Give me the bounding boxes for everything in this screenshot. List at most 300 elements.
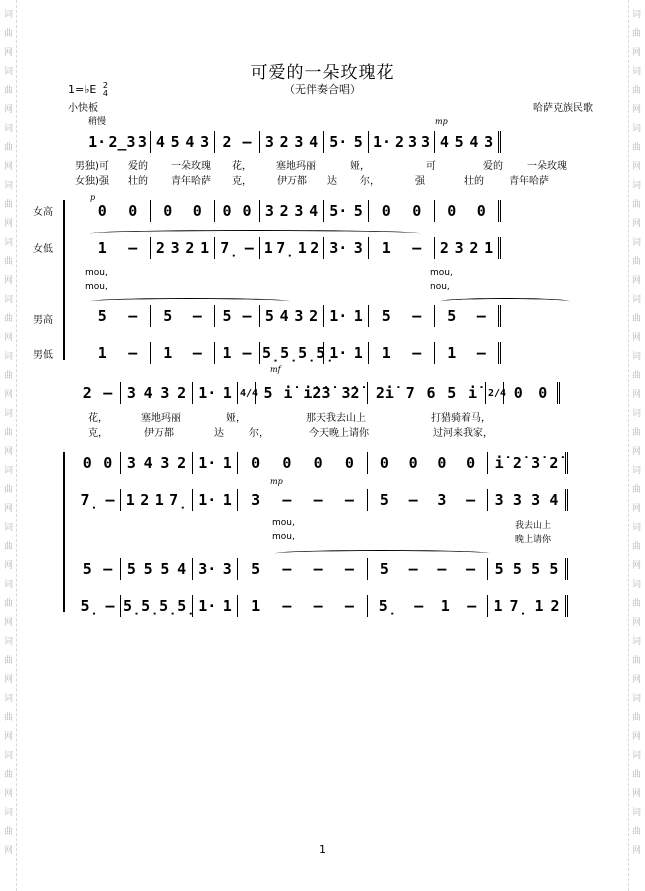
s1-bass-row [85,342,501,364]
lyric-word: 爱的 [128,161,148,172]
note: 5 [494,560,504,578]
song-subtitle: （无伴奏合唱） [284,83,361,96]
tempo-marking: 小快板 [68,103,98,114]
measure [256,382,368,404]
measure [151,342,215,364]
note: 3 [531,491,541,509]
note: 0 [538,384,548,402]
measure [369,342,435,364]
note: 1 [222,491,232,509]
watermark-char: 网 [631,333,641,343]
note: 7 [405,384,415,402]
watermark-char: 曲 [3,314,13,324]
note: 5 [447,307,457,325]
watermark-char: 网 [631,162,641,172]
note: 5̣ [298,344,317,362]
note: – [414,597,424,615]
measure [85,305,151,327]
watermark-char: 网 [3,219,13,229]
watermark-char: 词 [3,694,13,704]
watermark-char: 网 [3,105,13,115]
watermark-char: 曲 [3,827,13,837]
note: 2 [550,597,560,615]
note: – [466,560,476,578]
s1-tenor-row [85,305,501,327]
dynamic-mp: mp [435,117,448,126]
note: 4 [469,133,479,151]
measure [435,342,501,364]
watermark-char: 曲 [631,485,641,495]
note: 5 [379,491,389,509]
note: 5̣ [141,597,160,615]
s2-alto-row [75,489,568,511]
measure [85,342,151,364]
note: 5 [353,133,363,151]
note: 7̣ [220,239,239,257]
measure [435,131,501,153]
measure [238,452,368,474]
measure [121,452,193,474]
note: 0 [82,454,92,472]
lyric-word: 花， [88,413,108,424]
note: – [437,560,447,578]
lyric-word: 花， [232,161,252,172]
measure [75,382,121,404]
lyric-word: 过河来我家， [433,428,493,439]
s2-soprano-row [75,452,568,474]
watermark-char: 网 [3,390,13,400]
s2-syllable-1: mou, [272,518,295,528]
measure [488,558,568,580]
watermark-char: 词 [3,637,13,647]
note: – [282,597,292,615]
note: 5· [329,202,348,220]
note: 3 [484,133,494,151]
watermark-char: 网 [3,333,13,343]
note: 2 [140,491,150,509]
note: – [242,133,252,151]
note: 0 [282,454,292,472]
watermark-char: 网 [631,48,641,58]
note: 5̣ [262,344,281,362]
watermark-char: 词 [3,751,13,761]
watermark-char: 词 [631,124,641,134]
note: 1· [88,133,107,151]
note: 1· [372,133,392,151]
measure [369,200,435,222]
measure [215,237,260,259]
note: 1 [154,491,164,509]
note: 7̣ [509,597,528,615]
lyric-word: 壮的 [128,176,148,187]
watermark-char: 词 [631,808,641,818]
lyric-word: 强 [415,176,425,187]
s2-lyrics-female [75,424,525,439]
watermark-char: 网 [631,447,641,457]
measure [85,131,151,153]
note: 3̇ [531,454,541,472]
note: 5 [512,560,522,578]
watermark-char: 词 [631,295,641,305]
note: 2 [185,239,195,257]
note: 3 [494,491,504,509]
note: 2 [177,384,187,402]
composer-credit: 哈萨克族民歌 [533,103,593,114]
note: – [313,560,323,578]
note: 0 [476,202,486,220]
measure [369,237,435,259]
watermark-char: 曲 [3,86,13,96]
note: 1 [484,239,494,257]
label-alto: 女低 [33,244,53,255]
watermark-char: 网 [631,618,641,628]
watermark-char: 曲 [3,371,13,381]
measure [369,131,435,153]
lyric-word: 塞地玛丽 [276,161,316,172]
note: – [242,344,252,362]
lyric-word: 塞地玛丽 [141,413,181,424]
measure [488,452,568,474]
lyric-word: 尔， [249,428,269,439]
watermark-left [1,0,17,891]
note: 0 [313,454,323,472]
note: 0 [513,384,523,402]
watermark-char: 曲 [631,200,641,210]
measure [369,305,435,327]
measure [75,452,121,474]
note: i̇2̇3̇ [303,384,331,402]
watermark-char: 曲 [631,314,641,324]
s1-syllable-4: nou, [430,282,450,292]
note: 0 [163,202,173,220]
note: – [128,344,138,362]
s2-melody-row [75,382,560,404]
dynamic-p: p [90,193,96,202]
note: – [105,491,115,509]
watermark-char: 词 [631,352,641,362]
lyric-word: 娅， [226,413,246,424]
note: 1 [263,239,273,257]
note: 0 [251,454,261,472]
note: 0 [222,202,232,220]
note: 2 [82,384,92,402]
measure [121,489,193,511]
note: – [192,344,202,362]
measure [121,382,193,404]
watermark-char: 网 [631,732,641,742]
note: 5 [549,560,559,578]
s1-alto-row [85,237,501,259]
time-sig-top: 2 [102,81,108,90]
watermark-char: 词 [3,352,13,362]
watermark-char: 网 [3,162,13,172]
note: 1· [198,491,217,509]
watermark-char: 曲 [631,599,641,609]
note: 0 [192,202,202,220]
watermark-char: 曲 [3,257,13,267]
note: – [408,491,418,509]
dynamic-mf: mf [270,365,281,374]
s1-melody-row [85,131,501,153]
note: 5 [531,560,541,578]
watermark-char: 曲 [631,770,641,780]
watermark-char: 网 [631,846,641,856]
watermark-char: 网 [631,561,641,571]
note: 3 [126,384,136,402]
watermark-char: 曲 [3,200,13,210]
note: 5̣ [378,597,397,615]
measure [368,558,488,580]
note: 2 [310,239,320,257]
note: 5 [222,307,232,325]
note: 1 [97,239,107,257]
note: 2/4 [488,387,507,399]
note: 3 [294,307,304,325]
watermark-char: 曲 [631,656,641,666]
note: 3 [407,133,417,151]
s2-bass-row [75,595,568,617]
note: 3 [294,133,304,151]
note: 2 [155,239,165,257]
watermark-char: 曲 [3,29,13,39]
watermark-char: 词 [3,67,13,77]
measure [324,237,369,259]
note: 0 [408,454,418,472]
watermark-char: 网 [631,390,641,400]
note: 4 [143,454,153,472]
measure [75,595,121,617]
watermark-char: 词 [3,238,13,248]
watermark-char: 曲 [3,143,13,153]
watermark-char: 词 [3,466,13,476]
note: 5 [454,133,464,151]
slur-tenor-s2 [275,550,490,557]
label-bass: 男低 [33,350,53,361]
note: 1 [97,344,107,362]
page-number: 1 [319,843,326,856]
watermark-char: 词 [631,580,641,590]
s1-lyrics-male [73,157,575,172]
lyric-word: 克， [88,428,108,439]
measure [151,200,215,222]
measure [151,305,215,327]
measure [151,237,215,259]
note: 1 [353,307,363,325]
note: 3 [222,560,232,578]
note: 3 [126,454,136,472]
watermark-char: 词 [631,637,641,647]
watermark-char: 词 [3,124,13,134]
choir-bracket-1 [63,200,65,360]
watermark-char: 词 [3,295,13,305]
measure [215,131,260,153]
note: – [128,307,138,325]
measure [260,131,324,153]
note: 0 [381,202,391,220]
measure [193,452,238,474]
measure [121,595,196,617]
watermark-char: 网 [631,276,641,286]
measure [151,131,215,153]
note: – [282,560,292,578]
watermark-char: 曲 [631,371,641,381]
dynamic-mp-2: mp [270,477,283,486]
choir-bracket-2 [63,452,65,612]
note: – [344,560,354,578]
note: 1 [200,239,210,257]
watermark-char: 网 [631,105,641,115]
measure [435,237,501,259]
watermark-char: 网 [3,48,13,58]
lyric-word: 伊万都 [277,176,307,187]
note: i̇ [283,384,293,402]
watermark-char: 网 [3,732,13,742]
s2-lyrics-male [75,409,521,424]
measure [193,558,238,580]
note: 2 [309,307,319,325]
time-sig-bottom: 4 [102,89,108,98]
measure [324,200,369,222]
measure [238,595,368,617]
measure [238,489,368,511]
note: – [313,491,323,509]
note: 5̣ [280,344,299,362]
slur-tenor-2 [440,298,570,305]
note: – [344,491,354,509]
note: 1 [353,344,363,362]
note: – [476,307,486,325]
measure [324,131,369,153]
measure [368,489,488,511]
watermark-char: 词 [631,694,641,704]
note: 4/4 [240,387,259,399]
note: 2 [279,133,289,151]
note: 3 [160,454,170,472]
note: 2 [469,239,479,257]
note: 5 [379,560,389,578]
lyric-word: 女独)强 [75,176,109,187]
note: 5 [163,307,173,325]
note: 1 [440,597,450,615]
watermark-char: 曲 [3,770,13,780]
note: 0 [437,454,447,472]
note: 7̣ [169,491,188,509]
measure [193,595,238,617]
note: 5 [353,202,363,220]
measure [260,342,335,364]
note: 0 [344,454,354,472]
note: – [467,597,477,615]
note: 7̣ [276,239,295,257]
lyric-word: 一朵玫瑰 [171,161,211,172]
note: 1· [198,597,217,615]
s2-syllable-2: mou, [272,532,295,542]
s2-tenor-row [75,558,568,580]
note: 1· [329,344,348,362]
note: – [476,344,486,362]
watermark-char: 网 [3,618,13,628]
watermark-char: 曲 [631,713,641,723]
watermark-char: 词 [631,181,641,191]
label-soprano: 女高 [33,207,53,218]
note: 4 [185,133,195,151]
watermark-char: 词 [3,580,13,590]
watermark-char: 网 [631,219,641,229]
note: 3 [160,384,170,402]
lyric-word: 尔， [360,176,380,187]
lyric-word: 打猎骑着马， [431,413,491,424]
watermark-char: 网 [3,789,13,799]
note: 0 [97,202,107,220]
s1-syllable-3: mou, [430,268,453,278]
note: 0 [447,202,457,220]
measure [238,382,259,404]
measure [368,452,488,474]
measure [75,558,121,580]
lyric-word: 一朵玫瑰 [527,161,567,172]
note: 1 [493,597,503,615]
note: 4 [439,133,449,151]
measure [215,200,260,222]
note: 4 [309,133,319,151]
note: 4 [177,560,187,578]
note: i̇ [468,384,478,402]
measure [260,200,324,222]
note: 3 [437,491,447,509]
note: 5 [251,560,261,578]
label-tenor: 男高 [33,315,53,326]
note: 5 [160,560,170,578]
note: 1 [125,491,135,509]
measure [75,489,121,511]
note: 5̣ [123,597,142,615]
lyric-word: 青年哈萨 [171,176,211,187]
lyric-word: 达 [327,176,337,187]
note: 1 [222,454,232,472]
note: 1 [297,239,307,257]
slur-alto-1 [90,230,420,237]
watermark-char: 词 [631,409,641,419]
note: 5· [329,133,348,151]
note: 4 [549,491,559,509]
measure [215,342,260,364]
measure [85,237,151,259]
lyric-word: 男独)可 [75,161,109,172]
note: 5 [143,560,153,578]
s1-syllable-2: mou, [85,282,108,292]
note: 1 [381,239,391,257]
watermark-char: 网 [631,504,641,514]
note: 3 [512,491,522,509]
note: 1 [251,597,261,615]
measure [238,558,368,580]
measure [193,489,238,511]
lyric-word: 爱的 [483,161,503,172]
note: – [412,239,422,257]
measure [368,595,488,617]
note: 3 [137,133,147,151]
note: 1 [163,344,173,362]
watermark-char: 词 [631,238,641,248]
lyric-word: 壮的 [464,176,484,187]
measure [121,558,193,580]
measure [488,489,568,511]
measure [324,342,369,364]
note: – [242,307,252,325]
measure [85,200,151,222]
lyric-word: 今天晚上请你 [309,428,369,439]
watermark-char: 词 [3,10,13,20]
